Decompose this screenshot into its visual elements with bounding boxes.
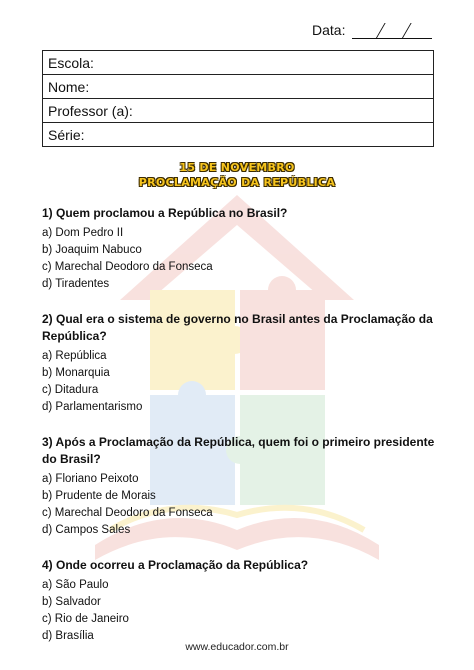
- option-a: a) Floriano Peixoto: [42, 473, 139, 485]
- question-text: 4) Onde ocorreu a Proclamação da República?: [42, 558, 309, 572]
- option-d: d) Tiradentes: [42, 278, 110, 290]
- option-d: d) Brasília: [42, 630, 94, 642]
- option-b: b) Joaquim Nabuco: [42, 244, 142, 256]
- question-text: 2) Qual era o sistema de governo no Brasil antes da Proclamação da República?: [42, 312, 433, 343]
- option-b: b) Prudente de Morais: [42, 490, 156, 502]
- worksheet-title: [0, 160, 474, 190]
- date-label: Data:: [312, 22, 346, 38]
- question-1: [42, 205, 437, 293]
- student-info-table: [42, 50, 434, 147]
- title-line-2: PROCLAMAÇÃO DA REPÚBLICA: [138, 176, 336, 189]
- option-b: b) Monarquia: [42, 367, 110, 379]
- info-row-teacher: Professor (a):: [43, 99, 433, 123]
- title-line-1: 15 DE NOVEMBRO: [179, 161, 295, 174]
- question-2: [42, 311, 437, 416]
- option-c: c) Marechal Deodoro da Fonseca: [42, 261, 213, 273]
- question-list: [42, 205, 437, 663]
- question-4: [42, 557, 437, 645]
- date-slash-1: [375, 23, 385, 39]
- option-d: d) Campos Sales: [42, 524, 131, 536]
- question-text: 1) Quem proclamou a República no Brasil?: [42, 206, 288, 220]
- date-field: [300, 22, 440, 42]
- option-c: c) Ditadura: [42, 384, 99, 396]
- date-line: [352, 38, 432, 39]
- option-b: b) Salvador: [42, 596, 101, 608]
- info-row-grade: Série:: [48, 126, 85, 143]
- info-row-name: Nome:: [43, 75, 433, 99]
- footer-website: www.educador.com.br: [185, 641, 289, 653]
- option-c: c) Rio de Janeiro: [42, 613, 129, 625]
- info-row-school: Escola:: [43, 51, 433, 75]
- question-3: [42, 434, 437, 539]
- option-c: c) Marechal Deodoro da Fonseca: [42, 507, 213, 519]
- option-a: a) República: [42, 350, 107, 362]
- question-text: 3) Após a Proclamação da República, quem foi o primeiro presidente do Brasil?: [42, 435, 435, 466]
- option-d: d) Parlamentarismo: [42, 401, 143, 413]
- option-a: a) Dom Pedro II: [42, 227, 124, 239]
- option-a: a) São Paulo: [42, 579, 109, 591]
- date-slash-2: [401, 23, 411, 39]
